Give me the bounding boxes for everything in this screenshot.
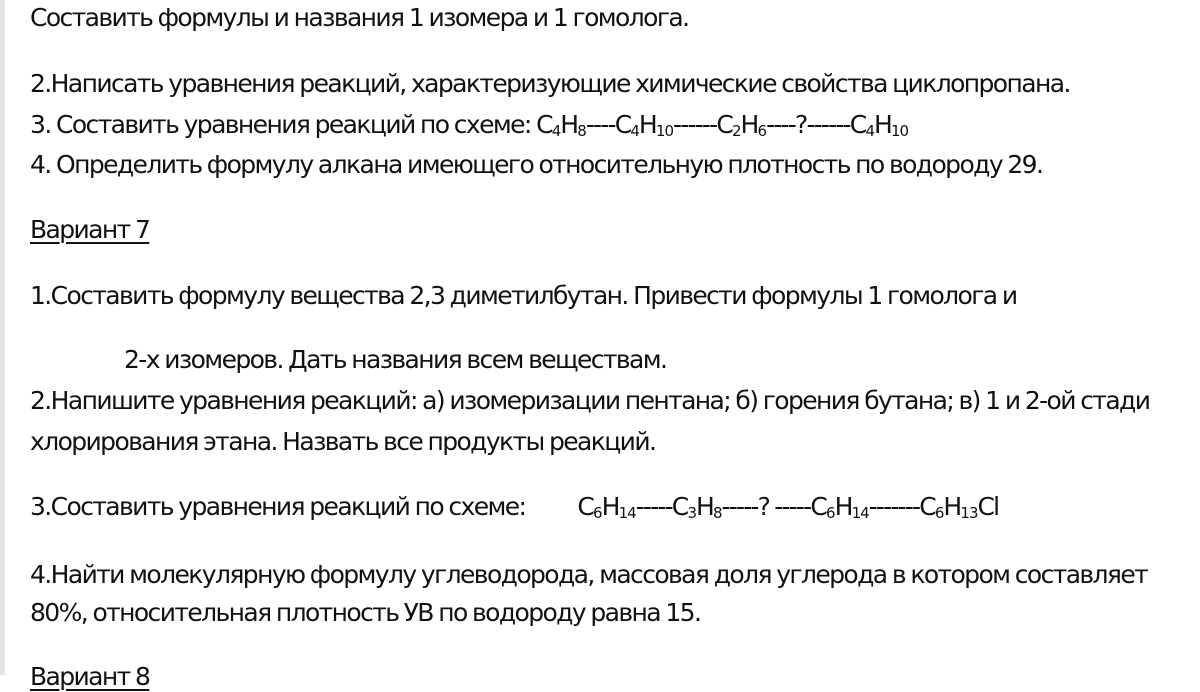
- task-text: 3.Составить уравнения реакций по схеме:: [30, 492, 526, 521]
- scheme-part: C: [577, 492, 594, 521]
- paragraph: 4. Определить формулу алкана имеющего относительную плотность по водороду 29.: [30, 150, 1043, 179]
- variant-heading: Вариант 8: [30, 662, 150, 691]
- scheme-part: ------C: [673, 110, 732, 139]
- paragraph: 2.Написать уравнения реакций, характеризующие химические свойства циклопропана.: [30, 69, 1070, 98]
- paragraph: 80%, относительная плотность УВ по водороду равна 15.: [30, 598, 701, 627]
- scheme-part: H: [696, 492, 713, 521]
- scheme-part: 6: [757, 122, 767, 140]
- scheme-part: -----? -----C: [721, 492, 827, 521]
- paragraph: хлорирования этана. Назвать все продукты реакций.: [30, 427, 656, 456]
- scheme-part: 4: [865, 122, 874, 140]
- scheme-part: 13: [960, 504, 978, 522]
- scheme-part: 4: [551, 122, 561, 140]
- scheme-part: 14: [851, 504, 869, 522]
- scheme-part: Cl: [977, 492, 999, 521]
- scheme-part: ----C: [585, 110, 631, 139]
- scheme-part: H: [560, 110, 578, 139]
- scheme-part: C: [536, 110, 552, 139]
- reaction-scheme: [536, 110, 908, 139]
- scheme-part: 6: [593, 504, 602, 522]
- scheme-part: ----?------C: [766, 110, 866, 139]
- scheme-part: 8: [577, 122, 586, 140]
- paragraph: 4.Найти молекулярную формулу углеводорода, массовая доля углерода в котором составляет: [30, 560, 1148, 589]
- scheme-part: 10: [655, 122, 674, 140]
- scheme-part: H: [873, 110, 891, 139]
- scheme-part: 6: [934, 504, 944, 522]
- paragraph: 2.Напишите уравнения реакций: а) изомеризации пентана; б) горения бутана; в) 1 и 2-ой стади: [30, 386, 1150, 415]
- scheme-part: 2: [732, 122, 741, 140]
- scheme-part: H: [601, 492, 619, 521]
- reaction-scheme: [577, 492, 998, 521]
- scheme-part: H: [834, 492, 852, 521]
- paragraph: [30, 492, 998, 522]
- task-text: 3. Составить уравнения реакций по схеме:: [30, 110, 537, 139]
- paragraph: [30, 110, 908, 140]
- scheme-part: 14: [618, 504, 636, 522]
- scheme-part: 4: [630, 122, 639, 140]
- scheme-part: H: [943, 492, 961, 521]
- scheme-part: 8: [713, 504, 722, 522]
- scheme-part: H: [740, 110, 758, 139]
- scheme-part: -------C: [868, 492, 935, 521]
- paragraph: Составить формулы и названия 1 изомера и 1 гомолога.: [30, 3, 689, 32]
- page-margin-edge: [0, 0, 5, 675]
- paragraph: 2-х изомеров. Дать названия всем веществам.: [124, 345, 667, 374]
- scheme-part: 10: [890, 122, 909, 140]
- scheme-part: -----C: [635, 492, 688, 521]
- scheme-part: H: [638, 110, 656, 139]
- scheme-part: 6: [826, 504, 835, 522]
- scheme-part: 3: [687, 504, 696, 522]
- paragraph: 1.Составить формулу вещества 2,3 диметилбутан. Привести формулы 1 гомолога и: [30, 281, 1017, 310]
- variant-heading: Вариант 7: [30, 215, 150, 244]
